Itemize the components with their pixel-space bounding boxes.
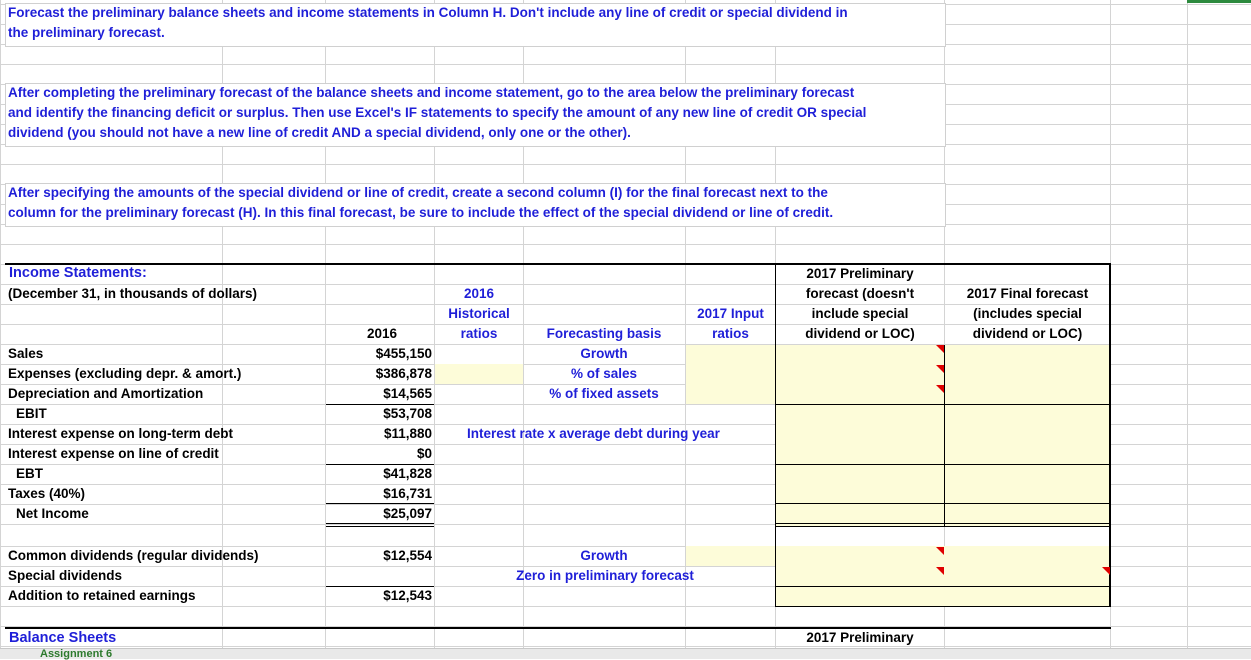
comment-flag-icon[interactable] — [936, 547, 944, 555]
column-header-basis: Forecasting basis — [546, 326, 662, 341]
row-value-2016[interactable]: $12,543 — [383, 588, 432, 603]
selected-cell-indicator — [1187, 0, 1251, 3]
column-header-final: (includes special — [973, 306, 1082, 321]
row-label: Taxes (40%) — [8, 486, 86, 501]
grid-line — [0, 646, 1251, 647]
row-label: EBT — [16, 466, 43, 481]
row-label: Interest expense on line of credit — [8, 446, 219, 461]
instruction-text: After completing the preliminary forecast of the balance sheets and income statement, go to the area below the preliminary forecast — [8, 85, 855, 100]
comment-flag-icon[interactable] — [936, 385, 944, 393]
row-border — [775, 523, 1111, 524]
row-label: EBIT — [16, 406, 47, 421]
income-statement-subtitle: (December 31, in thousands of dollars) — [8, 286, 258, 301]
row-label: Expenses (excluding depr. & amort.) — [8, 366, 242, 381]
row-label: Net Income — [16, 506, 89, 521]
input-cell-hist-ratio[interactable] — [435, 364, 523, 384]
column-header-prelim: 2017 Preliminary — [806, 630, 914, 645]
row-border — [775, 404, 1111, 405]
instruction-text: dividend (you should not have a new line of credit AND a special dividend, only one or the other). — [8, 125, 631, 140]
input-cell-dividend-forecast[interactable] — [776, 546, 1110, 606]
row-label: Interest expense on long-term debt — [8, 426, 234, 441]
row-label: Common dividends (regular dividends) — [8, 548, 259, 563]
comment-flag-icon[interactable] — [1102, 567, 1110, 575]
sheet-tab-bar — [0, 648, 1251, 659]
column-header-final: dividend or LOC) — [972, 326, 1083, 341]
row-value-2016[interactable]: $53,708 — [383, 406, 432, 421]
column-border — [944, 345, 945, 527]
column-header-prelim: forecast (doesn't — [805, 286, 915, 301]
row-border — [326, 526, 434, 527]
row-value-2016[interactable]: $41,828 — [383, 466, 432, 481]
balance-sheet-title: Balance Sheets — [9, 630, 117, 646]
grid-line — [0, 244, 1251, 245]
row-border — [775, 586, 1111, 587]
row-basis: % of fixed assets — [549, 386, 659, 401]
row-basis: Interest rate x average debt during year — [467, 426, 720, 441]
input-cell-2017-ratios[interactable] — [686, 345, 775, 404]
row-label: Depreciation and Amortization — [8, 386, 204, 401]
row-value-2016[interactable]: $16,731 — [383, 486, 432, 501]
row-border — [775, 503, 1111, 504]
row-border — [775, 464, 1111, 465]
input-cell-dividend-growth[interactable] — [686, 546, 775, 566]
column-header-input: ratios — [712, 326, 749, 341]
row-label: Sales — [8, 346, 44, 361]
column-header-hist: 2016 — [463, 286, 495, 301]
column-header-prelim: include special — [811, 306, 909, 321]
row-basis: % of sales — [570, 366, 638, 381]
row-value-2016[interactable]: $455,150 — [375, 346, 432, 361]
table-top-border — [5, 627, 1111, 629]
grid-line — [0, 164, 1251, 165]
instruction-text: After specifying the amounts of the special dividend or line of credit, create a second column (I) for the final forecast next to the — [8, 185, 828, 200]
row-value-2016[interactable]: $11,880 — [383, 426, 432, 441]
row-border — [775, 606, 1111, 607]
column-header-2016: 2016 — [366, 326, 397, 341]
comment-flag-icon[interactable] — [936, 365, 944, 373]
row-border — [775, 526, 1111, 527]
instruction-text: Forecast the preliminary balance sheets and income statements in Column H. Don't include any line of credit or special dividend in — [8, 5, 848, 20]
column-header-hist: Historical — [448, 306, 510, 321]
grid-line — [0, 64, 1251, 65]
column-header-hist: ratios — [460, 326, 498, 341]
table-top-border — [5, 263, 1111, 265]
column-header-prelim: dividend or LOC) — [805, 326, 915, 341]
row-label: Addition to retained earnings — [8, 588, 196, 603]
row-label: Special dividends — [8, 568, 123, 583]
row-value-2016[interactable]: $25,097 — [383, 506, 432, 521]
row-basis: Growth — [580, 548, 628, 563]
column-header-input: 2017 Input — [697, 306, 764, 321]
comment-flag-icon[interactable] — [936, 345, 944, 353]
sheet-tab[interactable]: Assignment 6 — [40, 648, 113, 660]
row-basis: Zero in preliminary forecast — [516, 568, 694, 583]
column-header-prelim: 2017 Preliminary — [806, 266, 914, 281]
row-value-2016[interactable]: $12,554 — [383, 548, 432, 563]
row-basis: Growth — [580, 346, 628, 361]
instruction-text: the preliminary forecast. — [8, 25, 165, 40]
column-header-final: 2017 Final forecast — [966, 286, 1089, 301]
comment-flag-icon[interactable] — [936, 567, 944, 575]
row-value-2016[interactable]: $386,878 — [375, 366, 432, 381]
instruction-text: and identify the financing deficit or surplus. Then use Excel's IF statements to specify the amount of any new line of credit OR special — [8, 105, 867, 120]
income-statement-title: Income Statements: — [9, 265, 147, 281]
instruction-text: column for the preliminary forecast (H). In this final forecast, be sure to include the effect of the special dividend or line of credit. — [8, 205, 834, 220]
row-value-2016[interactable]: $14,565 — [383, 386, 432, 401]
row-value-2016[interactable]: $0 — [416, 446, 432, 461]
